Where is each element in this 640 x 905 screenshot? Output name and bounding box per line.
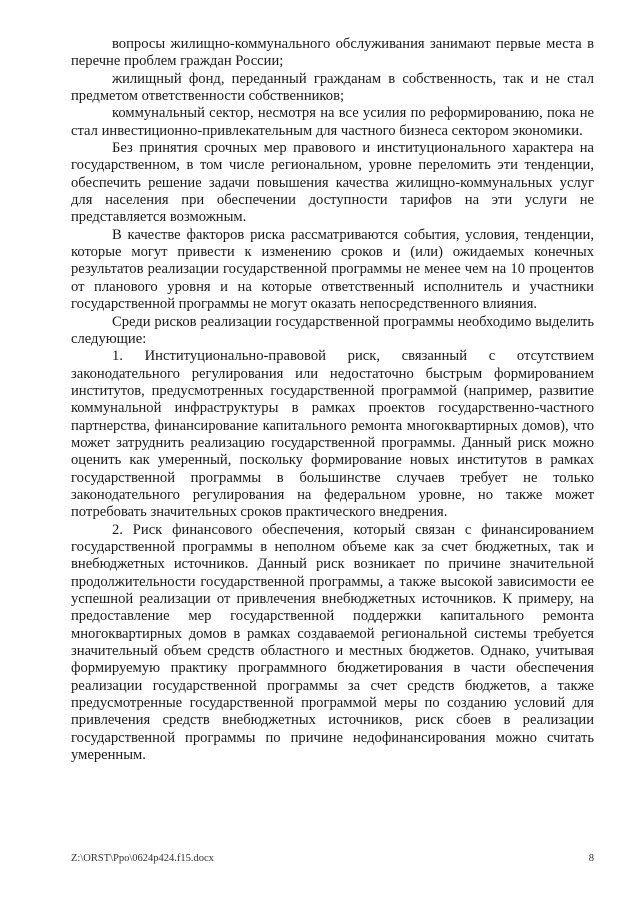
file-path: Z:\ORST\Ppo\0624p424.f15.docx: [71, 853, 214, 864]
document-body: [71, 36, 594, 764]
paragraph: коммунальный сектор, несмотря на все усилия по реформированию, пока не стал инвестиционно-привлекательным для частного бизнеса сектором экономики.: [71, 105, 594, 139]
paragraph: В качестве факторов риска рассматриваются события, условия, тенденции, которые могут привести к изменению сроков и (или) ожидаемых конечных результатов реализации государственной программы не менее чем на 10 процентов от планового уровня и на которые ответственный исполнитель и участники государственной программы не могут оказать непосредственного влияния.: [71, 226, 594, 313]
page-number: 8: [588, 853, 594, 864]
paragraph: вопросы жилищно-коммунального обслуживания занимают первые места в перечне проблем граждан России;: [71, 36, 594, 70]
paragraph: Среди рисков реализации государственной программы необходимо выделить следующие:: [71, 313, 594, 347]
paragraph: жилищный фонд, переданный гражданам в собственность, так и не стал предметом ответственности собственников;: [71, 70, 594, 105]
paragraph: Без принятия срочных мер правового и институционального характера на государственном, в том числе региональном, уровне переломить эти тенденции, обеспечить решение задачи повышения качества жилищно-коммунальных услуг для населения при обеспечении доступности тарифов на эти услуги не представляется возможным.: [71, 140, 594, 226]
paragraph: 2. Риск финансового обеспечения, который связан с финансированием государственной программы в неполном объеме как за счет бюджетных, так и внебюджетных источников. Данный риск возникает по причине значительной продолжительности государственной программы, а также высокой зависимости ее успешной реализации от привлечения внебюджетных источников. К примеру, на предоставление мер государственной поддержки капитального ремонта многоквартирных домов в рамках создаваемой региональной системы требуется значительный объем средств областного и местных бюджетов. Однако, учитывая формируемую практику программного бюджетирования в части обеспечения реализации государственной программы за счет средств бюджетов, а также предусмотренные государственной программой меры по созданию условий для привлечения средств внебюджетных источников, риск сбоев в реализации государственной программы по причине недофинансирования можно считать умеренным.: [71, 521, 594, 764]
paragraph: 1. Институционально-правовой риск, связанный с отсутствием законодательного регулирования или недостаточно быстрым формированием институтов, предусмотренных государственной программой (например, развитие коммунальной инфраструктуры в рамках проектов государственно-частного партнерства, финансирование капитального ремонта многоквартирных домов), что может затруднить реализацию государственной программы. Данный риск можно оценить как умеренный, поскольку формирование новых институтов в рамках государственной программы в большинстве случаев требует не только законодательного регулирования на федеральном уровне, но также может потребовать значительных сроков практического внедрения.: [71, 348, 594, 521]
